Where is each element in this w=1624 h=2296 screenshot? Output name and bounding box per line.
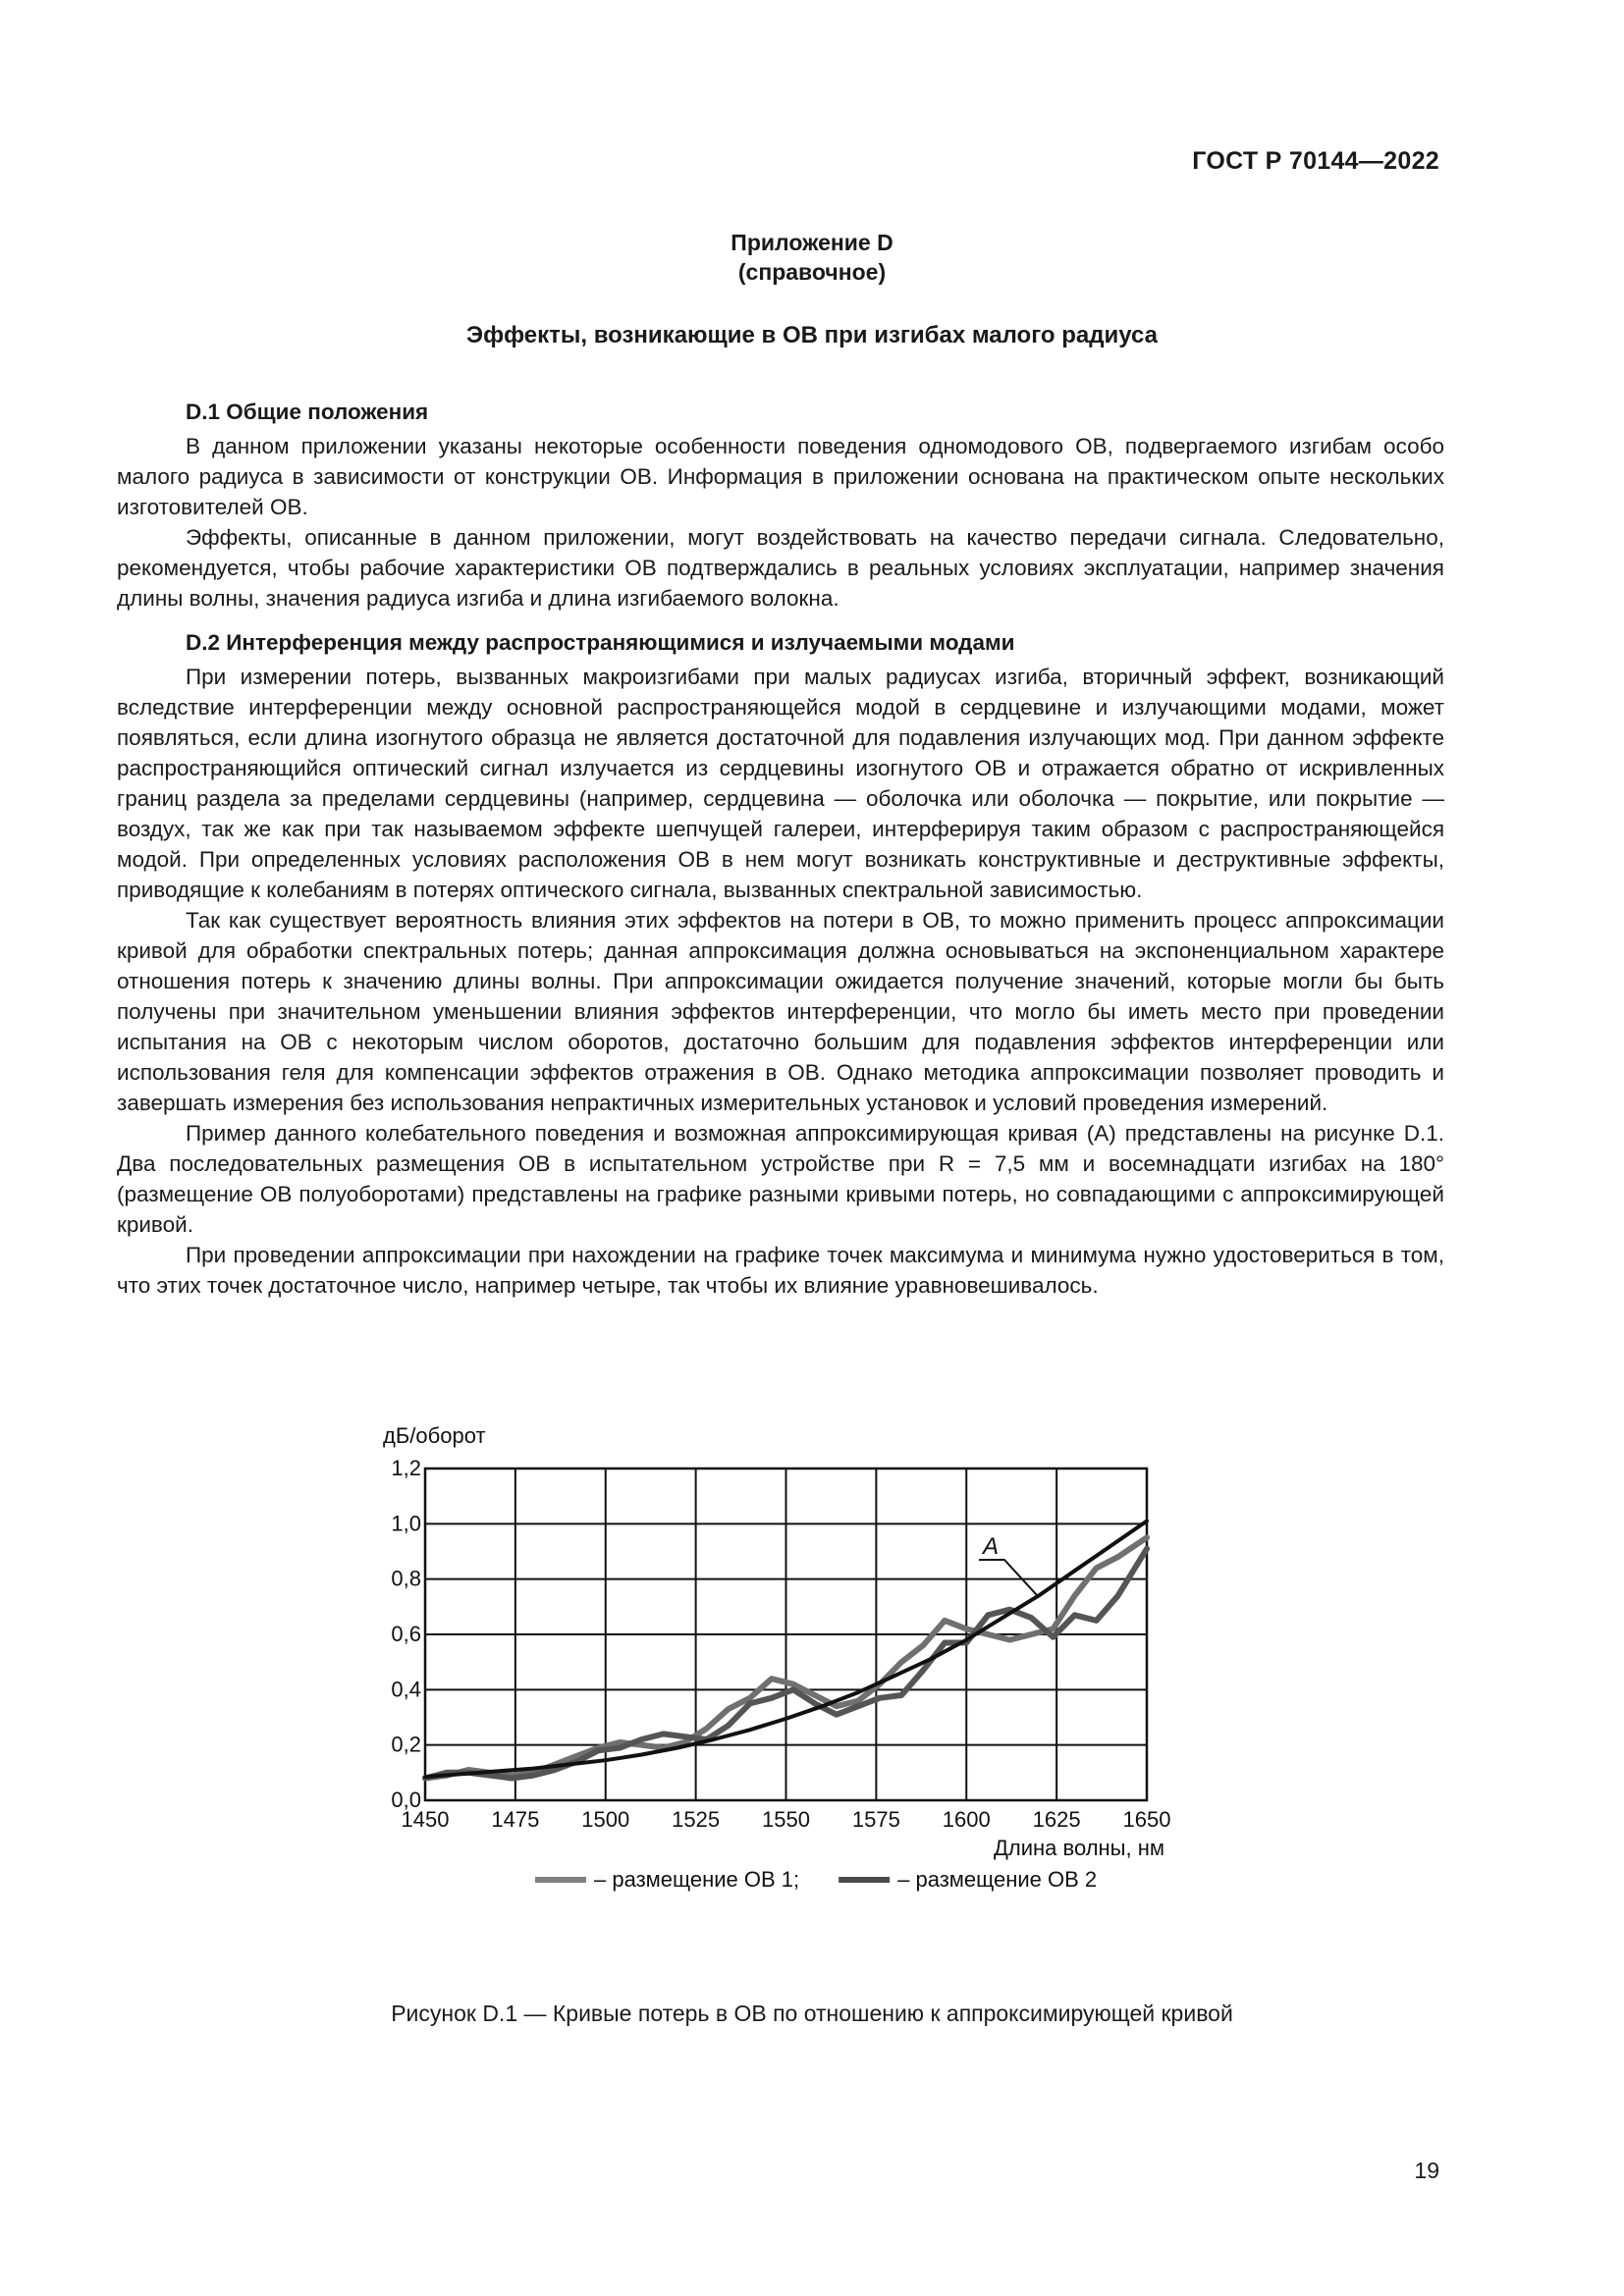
- x-tick-label: 1625: [1032, 1807, 1081, 1832]
- x-tick-label: 1450: [401, 1807, 450, 1832]
- y-tick-label: 0,8: [391, 1566, 421, 1591]
- x-tick-label: 1550: [762, 1807, 810, 1832]
- y-tick-label: 1,2: [391, 1456, 421, 1480]
- appendix-heading: [0, 228, 1624, 287]
- y-tick-label: 0,4: [391, 1677, 421, 1702]
- legend-label: – размещение ОВ 2: [897, 1867, 1098, 1892]
- figure-chart: [353, 1414, 1237, 1963]
- paragraph: Эффекты, описанные в данном приложении, могут воздействовать на качество передачи сигнала. Следовательно, рекомендуется, чтобы рабочие характеристики ОВ подтверждались в реальных условиях эксплуатации, например значения длины волны, значения радиуса изгиба и длина изгибаемого волокна.: [117, 525, 1444, 611]
- y-axis-label: дБ/оборот: [383, 1423, 486, 1448]
- y-tick-label: 0,6: [391, 1622, 421, 1646]
- paragraph: При проведении аппроксимации при нахождении на графике точек максимума и минимума нужно удостовериться в том, что этих точек достаточное число, например четыре, так чтобы их влияние уравновешивалось.: [117, 1243, 1444, 1298]
- document-body: [117, 397, 1444, 1301]
- x-axis-label: Длина волны, нм: [993, 1836, 1164, 1860]
- y-tick-label: 0,2: [391, 1732, 421, 1757]
- appendix-main-title: Эффекты, возникающие в ОВ при изгибах малого радиуса: [466, 322, 1158, 348]
- legend-label: – размещение ОВ 1;: [594, 1867, 800, 1892]
- x-tick-label: 1650: [1122, 1807, 1171, 1832]
- paragraph: В данном приложении указаны некоторые особенности поведения одномодового ОВ, подвергаемого изгибам особо малого радиуса в зависимости от конструкции ОВ. Информация в приложении основана на практическом опыте нескольких изготовителей ОВ.: [117, 434, 1444, 519]
- page-number: 19: [1414, 2158, 1439, 2183]
- y-tick-label: 1,0: [391, 1511, 421, 1536]
- x-tick-label: 1575: [851, 1807, 900, 1832]
- document-code: ГОСТ Р 70144—2022: [1192, 147, 1439, 175]
- curve-label-a: A: [982, 1532, 999, 1560]
- paragraph: Так как существует вероятность влияния этих эффектов на потери в ОВ, то можно применить процесс аппроксимации кривой для обработки спектральных потерь; данная аппроксимация должна основываться на экспоненциальном характере отношения потерь к значению длины волны. При аппроксимации ожидается получение значений, которые могли бы быть получены при значительном уменьшении влияния эффектов интерференции, что могло бы иметь место при проведении испытания на ОВ с некоторым числом оборотов, достаточно большим для подавления эффектов интерференции или использования геля для компенсации эффектов отражения в ОВ. Однако методика аппроксимации позволяет проводить и завершать измерения без использования непрактичных измерительных установок и условий проведения измерений.: [117, 908, 1444, 1115]
- x-tick-label: 1600: [942, 1807, 991, 1832]
- section-heading: D.1 Общие положения: [186, 400, 429, 424]
- paragraph: Пример данного колебательного поведения и возможная аппроксимирующая кривая (А) представлены на рисунке D.1. Два последовательных размещения ОВ в испытательном устройстве при R = 7,5 мм и восемнадцати изгибах на 180° (размещение ОВ полуоборотами) представлены на графике разными кривыми потерь, но совпадающими с аппроксимирующей кривой.: [117, 1121, 1444, 1237]
- x-tick-label: 1525: [672, 1807, 721, 1832]
- appendix-title: Приложение D: [731, 230, 893, 255]
- section-heading: D.2 Интерференция между распространяющимися и излучаемыми модами: [186, 630, 1015, 655]
- figure-caption: Рисунок D.1 — Кривые потерь в ОВ по отношению к аппроксимирующей кривой: [391, 2001, 1233, 2026]
- x-tick-label: 1500: [581, 1807, 630, 1832]
- y-tick-label: 0,0: [391, 1788, 421, 1812]
- loss-chart: [353, 1414, 1237, 1963]
- appendix-subtitle: (справочное): [737, 259, 887, 285]
- x-tick-label: 1475: [491, 1807, 540, 1832]
- paragraph: При измерении потерь, вызванных макроизгибами при малых радиусах изгиба, вторичный эффект, возникающий вследствие интерференции между основной распространяющейся модой в сердцевине и излучающими модами, может появляться, если длина изогнутого образца не является достаточной для подавления излучающих мод. При данном эффекте распространяющийся оптический сигнал излучается из сердцевины изогнутого ОВ и отражается обратно от искривленных границ раздела за пределами сердцевины (например, сердцевина — оболочка или оболочка — покрытие, или покрытие — воздух, так же как при так называемом эффекте шепчущей галереи, интерферируя таким образом с распространяющейся модой. При определенных условиях расположения ОВ в нем могут возникать конструктивные и деструктивные эффекты, приводящие к колебаниям в потерях оптического сигнала, вызванных спектральной зависимостью.: [117, 665, 1444, 902]
